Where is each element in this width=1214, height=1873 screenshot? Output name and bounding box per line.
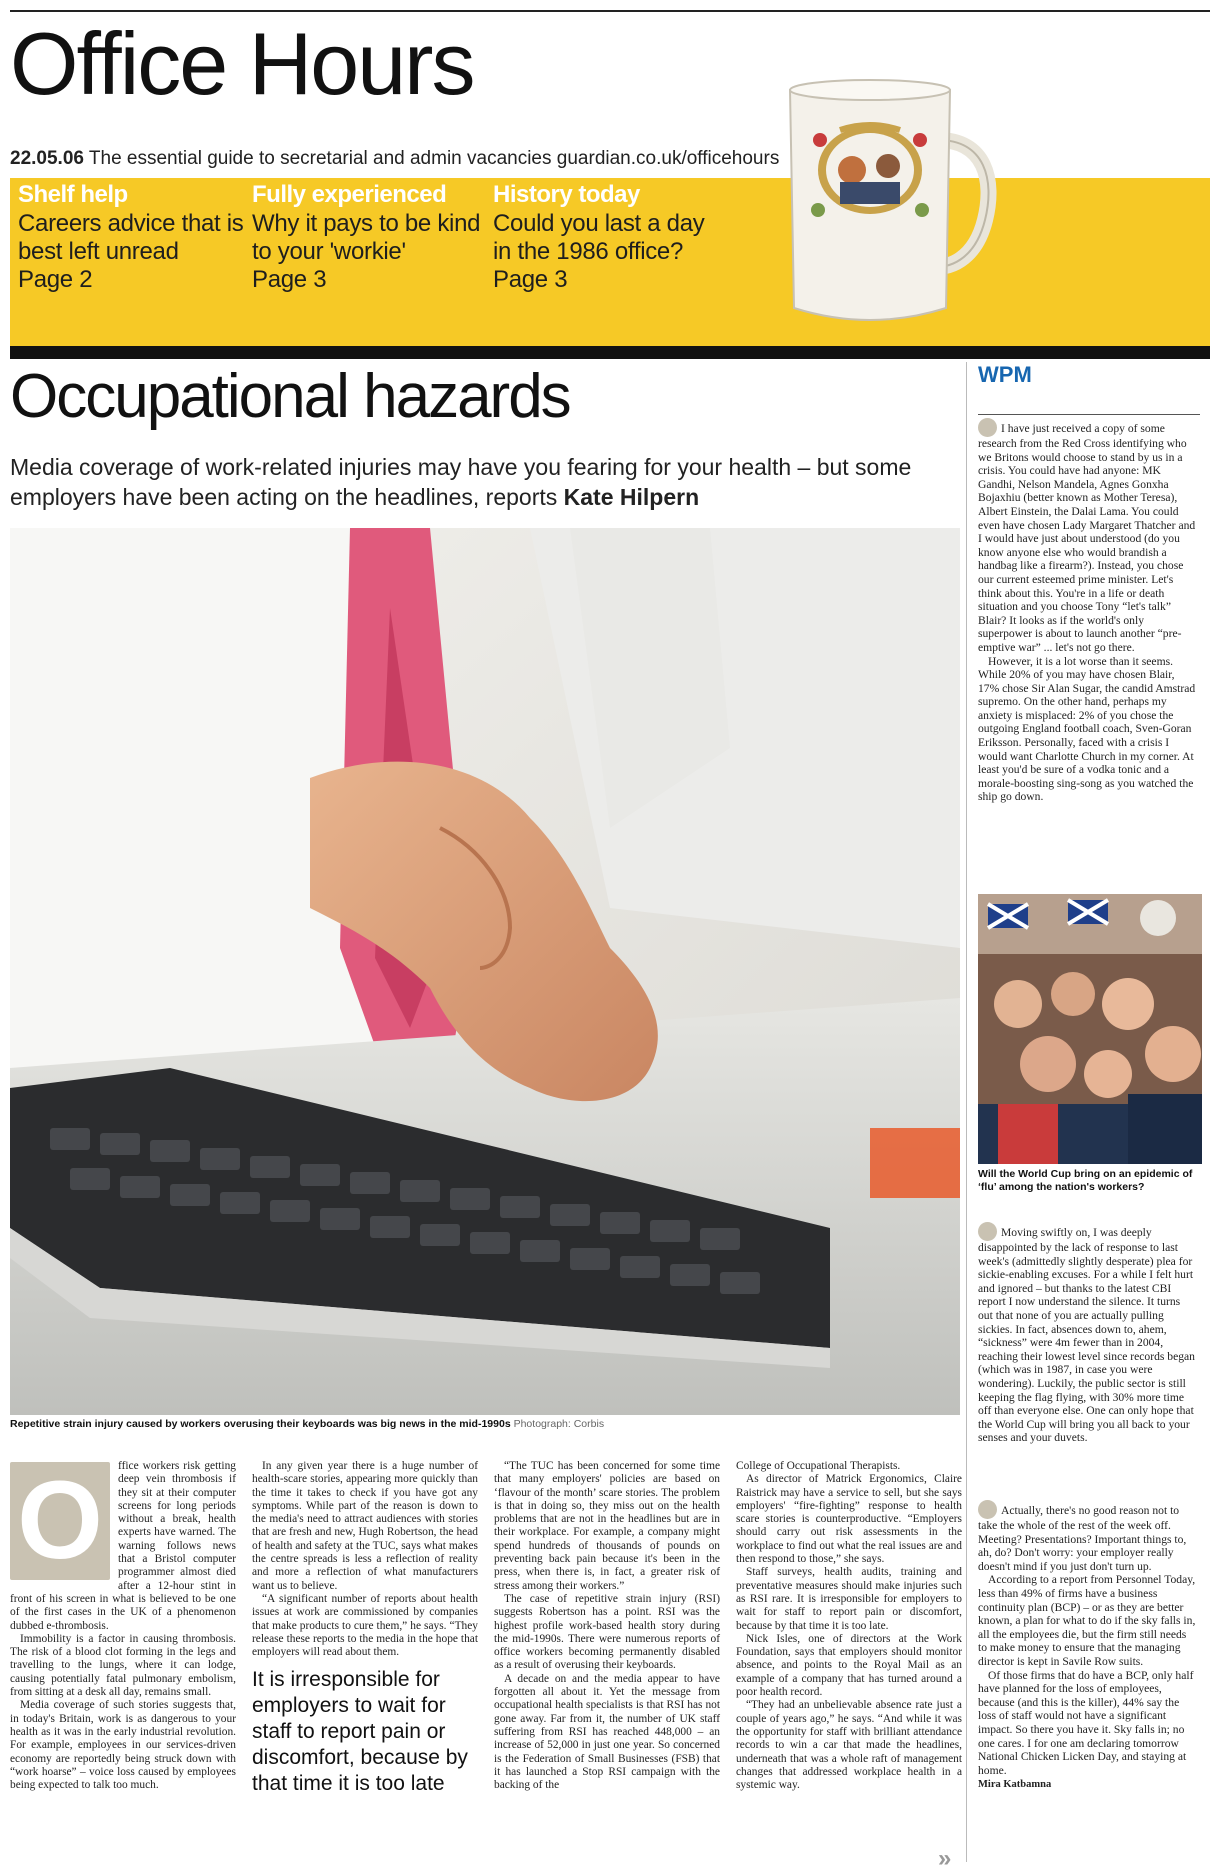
football-fans-photo (978, 894, 1202, 1164)
promo-kicker: Fully experienced (252, 181, 447, 208)
photo-caption-text: Repetitive strain injury caused by workers overusing their keyboards was big news in the mid-1990s (10, 1418, 511, 1430)
sidebar-divider (966, 362, 967, 1862)
sidebar-block-3 (978, 1500, 1196, 1792)
article-column-2 (252, 1460, 478, 1797)
continued-arrow-icon: » (938, 1845, 952, 1872)
promo-text: Could you last a day in the 1986 office? (493, 210, 705, 265)
keyboard-wrist-photo (10, 528, 960, 1415)
masthead-tagline (10, 148, 779, 170)
promo-kicker: History today (493, 181, 640, 208)
paragraph: A decade on and the media appear to have forgotten all about it. Yet the message from occupational health specialists is that RSI has not gone away. Far from it, the number of UK staff suffering from RSI has reached 448,000 – an increase of 52,000 in just one year. So concerned is the Federation of Small Businesses (FSB) that it has launched a Stop RSI campaign with the backing of the (494, 1672, 720, 1792)
paragraph: Staff surveys, health audits, training and preventative measures should make injuries such as RSI rare. It is irresponsible for employers to wait for staff to report pain or discomfort, because by that time it is too late. (736, 1566, 962, 1632)
paragraph: The case of repetitive strain injury (RSI) suggests Robertson has a point. RSI was the highest profile work-based health story during the mid-1990s. There were numerous reports of office workers becoming permanently disabled as a result of overusing their keyboards. (494, 1592, 720, 1672)
bullet-dot-icon (978, 418, 997, 437)
issue-date: 22.05.06 (10, 148, 84, 169)
masthead-title: Office Hours (10, 14, 474, 113)
drop-cap: O (10, 1462, 110, 1580)
promo-text: Careers advice that is best left unread (18, 210, 244, 265)
paragraph: Immobility is a factor in causing thrombosis. The risk of a blood clot forming in the legs and travelling to the lungs, where it can lodge, causing potentially fatal pulmonary embolism, from sitting at a desk all day, remains small. (10, 1632, 236, 1699)
photo-credit: Photograph: Corbis (513, 1418, 605, 1430)
top-rule (10, 10, 1210, 12)
paragraph: Nick Isles, one of directors at the Work Foundation, says that employers should monitor absence, and points to the Royal Mail as an example of a company that has turned around a poor health record. (736, 1632, 962, 1699)
promo-page: Page 3 (493, 266, 568, 293)
paragraph: As director of Matrick Ergonomics, Claire Raistrick may have a service to sell, but she says employers' “fire-fighting” response to health scare stories is counterproductive. “Employers should carry out risk assessments in the workplace to find out what the real issues are and then respond to those,” she says. (736, 1473, 962, 1566)
promo-page: Page 3 (252, 266, 327, 293)
paragraph: Media coverage of such stories suggests that, in today's Britain, work is as dangerous to your health as it was in the early industrial revolution. For example, employees in our services-driven economy are reportedly being struck down with “work hoarse” – voice loss caused by employees being expected to talk too much. (10, 1699, 236, 1792)
paragraph: College of Occupational Therapists. (736, 1460, 901, 1472)
paragraph: Of those firms that do have a BCP, only half have planned for the loss of employees, because (and this is the killer), 44% say the loss of staff would not have a significant impact. So there you have it. Sky falls in; no one cares. I for one am declaring tomorrow National Chicken Licken Day, and staying at home. (978, 1668, 1194, 1777)
article-headline: Occupational hazards (10, 362, 570, 431)
article-column-4 (736, 1460, 962, 1792)
paragraph (978, 418, 1196, 655)
sidebar-label: WPM (978, 362, 1032, 387)
paragraph (978, 1500, 1196, 1573)
article-column-3 (494, 1460, 720, 1792)
bullet-dot-icon (978, 1500, 997, 1519)
paragraph: ffice workers risk getting deep vein thrombosis if they sit at their computer screens for long periods without a break, health experts have warned. The warning follows news that a Bristol computer programmer almost died after a 12-hour stint in front of his screen in what is believed to be one of the first cases in the UK of a phenomenon dubbed e-thrombosis. (10, 1460, 236, 1632)
promo-shelf-help[interactable] (18, 180, 248, 294)
pull-quote: It is irresponsible for employers to wait for staff to report pain or discomfort, because by that time it is too late (252, 1668, 468, 1796)
photo-caption (10, 1418, 960, 1430)
paragraph: In any given year there is a huge number of health-scare stories, appearing more quickly than the time it takes to check if you have got any symptoms. While part of the reason is down to the media's need to attract audiences with stories that are fresh and new, Hugh Robertson, the head of health and safety at the TUC, says what makes the centre spreads is less a reflection of reality and more a reflection of what manufacturers want us to believe. (252, 1460, 478, 1592)
article-column-1 (10, 1460, 236, 1792)
paragraph-text: Moving swiftly on, I was deeply disappointed by the lack of response to last week's (admittedly slightly desperate) plea for sickie-enabling excuses. For a while I felt hurt and ignored – but thanks to the latest CBI report I now understand the silence. It turns out that none of you are actually pulling sickies. In fact, absences down to, ahem, “sickness” were 4m fewer than in 2004, reaching their lowest level since records began (which was in 1987, in case you were wondering). Luckily, the public sector is still keeping the flag flying, with 30% more time off than everyone else. One can only hope that the World Cup will bring you all back to your senses and your duvets. (978, 1226, 1195, 1445)
paragraph: “A significant number of reports about health issues at work are commissioned by companies that make products to cure them,” he says. “They release these reports to the media in the hope that employers will read about them. (252, 1592, 478, 1659)
commemorative-mug-image (770, 70, 1010, 332)
byline-text: Mira Katbamna (978, 1779, 1052, 1791)
promo-history-today[interactable] (493, 180, 723, 294)
sidebar-rule (978, 414, 1200, 415)
bullet-dot-icon (978, 1222, 997, 1241)
paragraph: “The TUC has been concerned for some time that many employers' policies are based on ‘flavour of the month’ scare stories. The problem is that in doing so, they miss out on the health problems that are not in the headlines but are in their workplace. For example, a company might spend hundreds of thousands of pounds on preventing back pain because it's been in the press, when there is, in fact, a greater risk of stress among their workers.” (494, 1460, 720, 1592)
paragraph: “They had an unbelievable absence rate just a couple of years ago,” he says. “And while it was the opportunity for staff with brilliant attendance records to win a car that made the headlines, underneath that was a whole raft of management changes that addressed workplace health in a systemic way. (736, 1699, 962, 1792)
promo-text: Why it pays to be kind to your 'workie' (252, 210, 481, 265)
promo-kicker: Shelf help (18, 181, 128, 208)
tagline-text: The essential guide to secretarial and admin vacancies (88, 148, 552, 169)
promo-fully-experienced[interactable] (252, 180, 482, 294)
sidebar-photo-caption: Will the World Cup bring on an epidemic of ‘flu’ among the nation's workers? (978, 1168, 1193, 1193)
sidebar-block-1 (978, 418, 1196, 804)
promo-page: Page 2 (18, 266, 93, 293)
paragraph (978, 1222, 1196, 1445)
author-name: Kate Hilpern (563, 484, 700, 510)
paragraph-text: Actually, there's no good reason not to take the whole of the rest of the week off. Meeting? Presentations? Important things to, ah, do? Don't worry: your employer really doesn't mind if you just don't turn up. (978, 1504, 1187, 1573)
masthead-url[interactable]: guardian.co.uk/officehours (556, 148, 780, 169)
article-standfirst (10, 452, 960, 512)
section-bar (10, 346, 1210, 359)
paragraph: According to a report from Personnel Today, less than 49% of firms have a business continuity plan (BCP) – or as they are better known, a plan for what to do if the sky falls in, all the employees die, but the firm still needs to make money to ensure that the managing director is kept in Savile Row suits. (978, 1573, 1196, 1668)
paragraph: However, it is a lot worse than it seems. While 20% of you may have chosen Blair, 17% chose Sir Alan Sugar, the candid Amstrad supremo. On the other hand, perhaps my anxiety is misplaced: 2% of you chose the outgoing England football coach, Sven-Goran Eriksson. Personally, faced with a crisis I would want Charlotte Church in my corner. At least you'd be sure of a vodka tonic and a morale-boosting sing-song as you watched the ship go down. (978, 654, 1196, 804)
paragraph-text: I have just received a copy of some research from the Red Cross identifying who we Britons would choose to stand by us in a crisis. You could have had anyone: MK Gandhi, Nelson Mandela, Agnes Gonxha Bojaxhiu (better known as Mother Teresa), Albert Einstein, the Dalai Lama. You could even have chosen Lady Margaret Thatcher and I would have just about understood (do you know anyone else who would brandish a handbag like a firearm?). Instead, you chose our current esteemed prime minister. Let's think about this. You're in a life or death situation and you choose Tony “let's talk” Blair? It looks as if the world's only superpower is about to launch another “pre-emptive war” ... let's not go there. (978, 422, 1196, 654)
byline (978, 1777, 1196, 1792)
standfirst-text: Media coverage of work-related injuries may have you fearing for your health – but some employers have been acting on the headlines, reports (10, 454, 912, 510)
sidebar-block-2 (978, 1222, 1196, 1445)
